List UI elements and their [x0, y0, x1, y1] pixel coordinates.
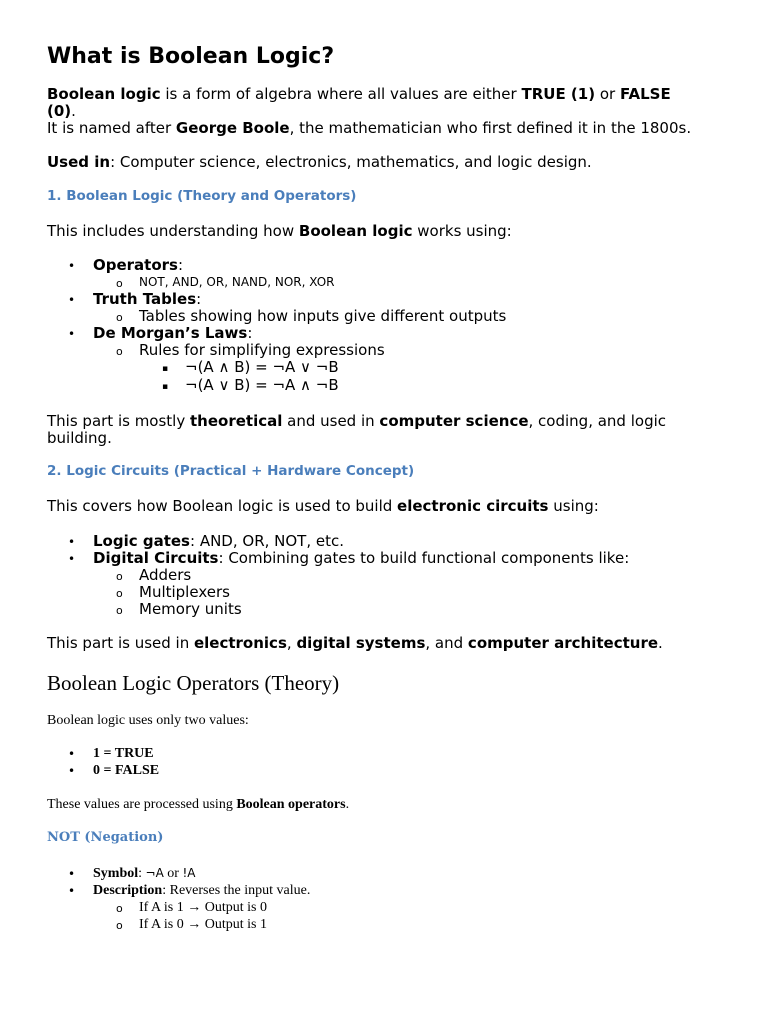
two-values-intro: Boolean logic uses only two values: — [47, 713, 249, 728]
sub-bullet-marker: o — [116, 570, 123, 583]
item-text: : — [196, 290, 202, 308]
body-text: . — [658, 634, 663, 652]
symbol-bang-a: !A — [182, 866, 196, 880]
symbol-not-a: ¬A — [145, 866, 164, 880]
section-heading-theory: 1. Boolean Logic (Theory and Operators) — [47, 188, 357, 204]
value-false: 0 = FALSE — [93, 763, 160, 778]
bullet-marker: • — [68, 535, 76, 549]
term-george-boole: George Boole — [175, 119, 290, 137]
square-bullet-marker: ▪ — [162, 382, 169, 392]
used-in-line — [47, 154, 592, 171]
sub-bullet-marker: o — [116, 604, 123, 617]
sub-bullet-marker: o — [116, 902, 123, 915]
term-digital-systems: digital systems — [296, 634, 426, 652]
item-text: or — [163, 866, 183, 881]
de-morgan-law-1: ¬(A ∧ B) = ¬A ∨ ¬B — [185, 358, 339, 376]
intro-line-1 — [47, 86, 671, 103]
sub-bullet-marker: o — [116, 345, 123, 358]
body-text: This part is used in — [47, 634, 194, 652]
de-morgan-desc: Rules for simplifying expressions — [139, 341, 385, 359]
term-boolean-logic: Boolean logic — [298, 222, 413, 240]
section2-intro — [47, 498, 599, 515]
list-item-logic-gates — [93, 533, 344, 550]
item-label: Operators — [93, 256, 178, 274]
list-item-digital-circuits — [93, 550, 629, 567]
bullet-marker: • — [68, 764, 76, 778]
item-text: : AND, OR, NOT, etc. — [190, 532, 345, 550]
term-electronics: electronics — [193, 634, 287, 652]
item-label: Description — [93, 883, 163, 898]
item-text: : — [177, 256, 184, 274]
section1-intro — [47, 223, 512, 240]
intro-text: It is named after — [47, 119, 176, 137]
body-text: This covers how Boolean logic is used to build — [47, 497, 398, 515]
section2-summary — [47, 635, 663, 652]
body-text: This part is mostly — [47, 412, 190, 430]
used-in-label: Used in — [47, 153, 111, 171]
used-in-text: : Computer science, electronics, mathematics, and logic design. — [110, 153, 592, 171]
value-true: 1 = TRUE — [93, 746, 154, 761]
truth-tables-desc: Tables showing how inputs give different outputs — [139, 307, 507, 325]
bullet-marker: • — [68, 747, 76, 761]
body-text: . — [345, 797, 350, 812]
bullet-marker: • — [68, 552, 76, 566]
intro-text: or — [595, 85, 620, 103]
intro-text: , the mathematician who first defined it in the 1800s. — [289, 119, 692, 137]
term-theoretical: theoretical — [190, 412, 283, 430]
term-computer-architecture: computer architecture — [467, 634, 659, 652]
bullet-marker: • — [68, 259, 76, 273]
bullet-marker: • — [68, 867, 76, 881]
not-rule-1: If A is 1 → Output is 0 — [139, 900, 267, 915]
list-item-truth-tables — [93, 291, 201, 308]
not-description-line — [93, 882, 310, 899]
section1-summary-line-2: building. — [47, 429, 112, 447]
component-multiplexers: Multiplexers — [139, 583, 230, 601]
item-label: Logic gates — [93, 532, 190, 550]
sub-bullet-marker: o — [116, 587, 123, 600]
body-text: This includes understanding how — [47, 222, 299, 240]
item-label: Truth Tables — [93, 290, 197, 308]
sub-bullet-marker: o — [116, 311, 123, 324]
processed-line — [47, 796, 349, 813]
component-memory-units: Memory units — [139, 600, 242, 618]
body-text: , and — [425, 634, 468, 652]
operators-list: NOT, AND, OR, NAND, NOR, XOR — [139, 275, 335, 289]
intro-text: . — [71, 102, 76, 120]
de-morgan-law-2: ¬(A ∨ B) = ¬A ∧ ¬B — [185, 376, 339, 394]
item-text: : — [138, 866, 146, 881]
item-text: : — [247, 324, 253, 342]
body-text: , — [286, 634, 297, 652]
section1-summary — [47, 413, 666, 430]
bullet-marker: • — [68, 884, 76, 898]
item-label: Symbol — [93, 866, 139, 881]
body-text: works using: — [412, 222, 512, 240]
section-heading-circuits: 2. Logic Circuits (Practical + Hardware Concept) — [47, 463, 415, 479]
bullet-marker: • — [68, 327, 76, 341]
term-electronic-circuits: electronic circuits — [397, 497, 549, 515]
item-label: De Morgan’s Laws — [93, 324, 248, 342]
item-text: : Combining gates to build functional components like: — [218, 549, 630, 567]
term-computer-science: computer science — [379, 412, 529, 430]
body-text: using: — [548, 497, 599, 515]
body-text: and used in — [282, 412, 380, 430]
list-item-operators — [93, 257, 183, 274]
list-item-de-morgan — [93, 325, 252, 342]
page-title: What is Boolean Logic? — [47, 44, 335, 69]
sub-bullet-marker: o — [116, 919, 123, 932]
not-symbol-line — [93, 865, 195, 882]
component-adders: Adders — [139, 566, 192, 584]
body-text: , coding, and logic — [528, 412, 666, 430]
item-label: Digital Circuits — [93, 549, 219, 567]
bullet-marker: • — [68, 293, 76, 307]
item-text: : Reverses the input value. — [162, 883, 311, 898]
square-bullet-marker: ▪ — [162, 364, 169, 374]
body-text: These values are processed using — [47, 797, 237, 812]
intro-line-3 — [47, 120, 691, 137]
not-negation-heading: NOT (Negation) — [47, 830, 164, 845]
not-rule-2: If A is 0 → Output is 1 — [139, 917, 267, 932]
intro-line-2 — [47, 103, 76, 120]
sub-bullet-marker: o — [116, 277, 123, 290]
intro-text: is a form of algebra where all values are either — [160, 85, 522, 103]
term-zero: (0) — [47, 102, 72, 120]
term-boolean-logic: Boolean logic — [47, 85, 161, 103]
term-true: TRUE (1) — [521, 85, 596, 103]
operators-theory-heading: Boolean Logic Operators (Theory) — [47, 671, 340, 695]
term-boolean-operators: Boolean operators — [236, 797, 346, 812]
term-false: FALSE — [619, 85, 671, 103]
